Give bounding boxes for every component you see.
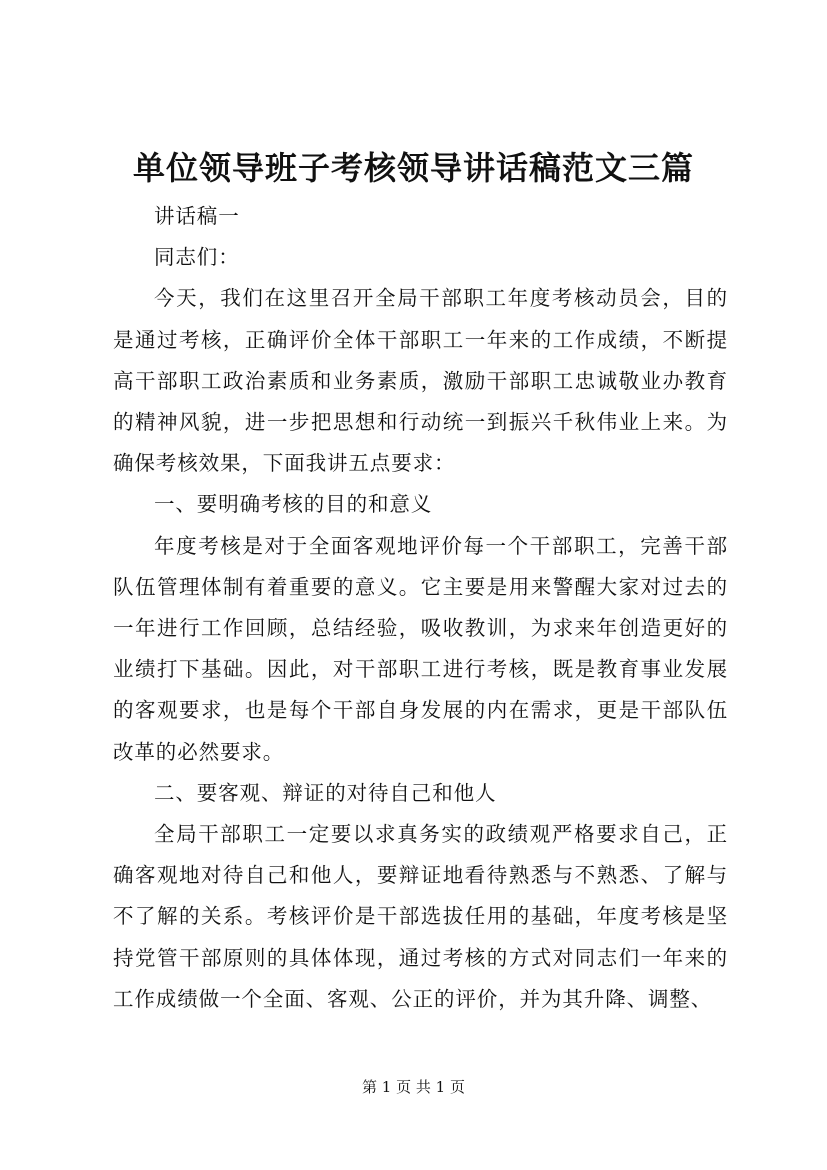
paragraph-section-2: 全局干部职工一定要以求真务实的政绩观严格要求自己，正确客观地对待自己和他人，要辩证地看待熟悉与不熟悉、了解与不了解的关系。考核评价是干部选拔任用的基础，年度考核是坚持党管干部原则的具体体现，通过考核的方式对同志们一年来的工作成绩做一个全面、客观、公正的评价，并为其升降、调整、 bbox=[113, 822, 728, 1011]
document-title: 单位领导班子考核领导讲话稿范文三篇 bbox=[132, 149, 694, 187]
section-heading-1: 一、要明确考核的目的和意义 bbox=[154, 492, 433, 517]
paragraph-intro: 今天，我们在这里召开全局干部职工年度考核动员会，目的是通过考核，正确评价全体干部职工一年来的工作成绩，不断提高干部职工政治素质和业务素质，激励干部职工忠诚敬业办教育的精神风貌，进一步把思想和行动统一到振兴千秋伟业上来。为确保考核效果，下面我讲五点要求： bbox=[113, 286, 728, 476]
section-heading-2: 二、要客观、辩证的对待自己和他人 bbox=[154, 780, 497, 805]
page-footer: 第 1 页 共 1 页 bbox=[362, 1078, 465, 1096]
document-body bbox=[113, 196, 728, 1020]
paragraph-salutation: 同志们： bbox=[154, 245, 240, 270]
paragraph-speech-label: 讲话稿一 bbox=[154, 204, 240, 228]
paragraph-section-1: 年度考核是对于全面客观地评价每一个干部职工，完善干部队伍管理体制有着重要的意义。它主要是用来警醒大家对过去的一年进行工作回顾，总结经验，吸收教训，为求来年创造更好的业绩打下基础。因此，对干部职工进行考核，既是教育事业发展的客观要求，也是每个干部自身发展的内在需求，更是干部队伍改革的必然要求。 bbox=[113, 533, 728, 764]
